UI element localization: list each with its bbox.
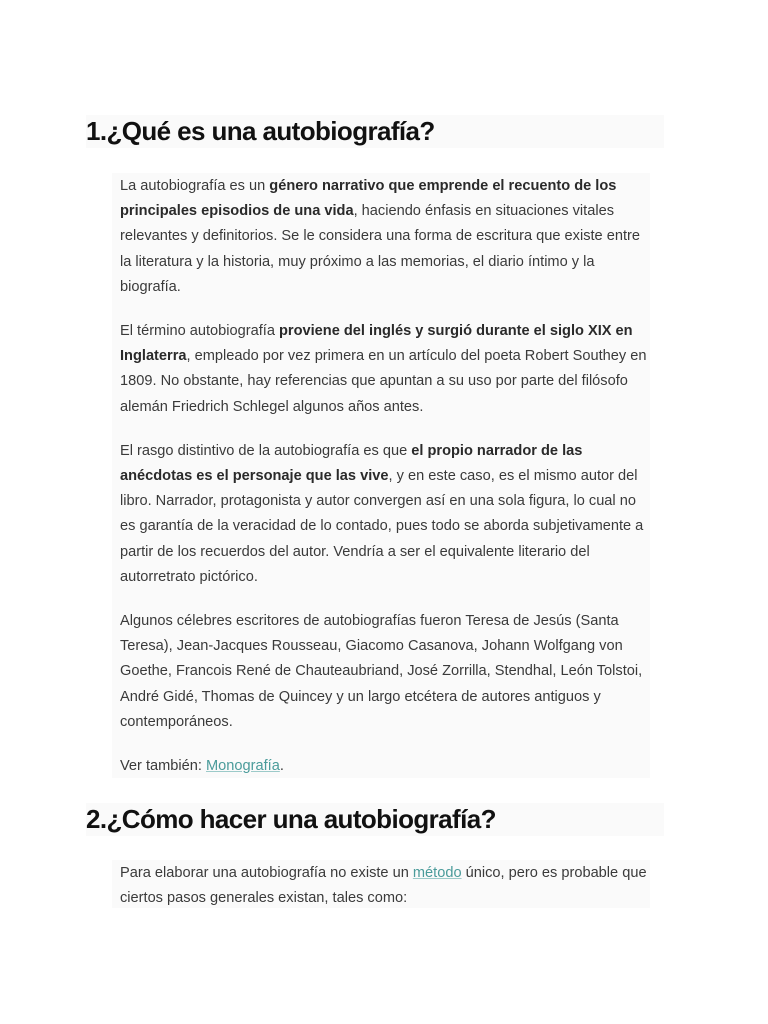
section-2-content	[112, 860, 650, 908]
section-2-heading-band	[86, 803, 664, 836]
paragraph-trait-text-2: , y en este caso, es el mismo autor del libro. Narrador, protagonista y autor convergen así en una sola figura, lo cual no es garantía de la veracidad de lo contado, pues todo se aborda subjetivamente a partir de los recuerdos del autor. Vendría a ser el equivalente literario del autorretrato pictórico.	[120, 468, 644, 585]
paragraph-origin	[120, 319, 650, 420]
section-2-title: 2.¿Cómo hacer una autobiografía?	[86, 804, 496, 834]
paragraph-how-to-text-2: único, pero es probable que ciertos pasos generales existan, tales como:	[120, 865, 647, 907]
paragraph-distinctive-trait	[120, 439, 650, 590]
see-also-suffix: .	[279, 758, 284, 775]
paragraph-origin-text-1: El término autobiografía	[120, 323, 279, 340]
see-also-line	[120, 754, 650, 779]
paragraph-how-to-text-1: Para elaborar una autobiografía no existe un	[120, 865, 413, 881]
paragraph-origin-bold: proviene del inglés y surgió durante el siglo XIX en Inglaterra	[120, 323, 633, 365]
section-1-content	[112, 173, 650, 778]
see-also-link-monografia[interactable]: Monografía	[206, 758, 280, 775]
paragraph-definition	[120, 173, 650, 300]
paragraph-how-to	[120, 860, 650, 911]
paragraph-famous-writers: Algunos célebres escritores de autobiografías fueron Teresa de Jesús (Santa Teresa), Jean-Jacques Rousseau, Giacomo Casanova, Johann Wolfgang von Goethe, Francois René de Chauteaubriand, José Zorrilla, Stendhal, León Tolstoi, André Gidé, Thomas de Quincey y un largo etcétera de autores antiguos y contemporáneos.	[120, 613, 643, 730]
paragraph-definition-text-1: La autobiografía es un	[120, 178, 270, 194]
paragraph-trait-bold: el propio narrador de las anécdotas es el personaje que las vive	[120, 442, 583, 485]
link-metodo[interactable]: método	[412, 865, 462, 881]
see-also-prefix: Ver también:	[120, 758, 206, 775]
section-1-title: 1.¿Qué es una autobiografía?	[86, 116, 435, 146]
paragraph-definition-bold: género narrativo que emprende el recuento de los principales episodios de una vida	[120, 178, 617, 220]
section-1-heading-band	[86, 115, 664, 148]
paragraph-origin-text-2: , empleado por vez primera en un artículo del poeta Robert Southey en 1809. No obstante, hay referencias que apuntan a su uso por parte del filósofo alemán Friedrich Schlegel algunos años antes.	[120, 348, 647, 415]
paragraph-definition-text-2: , haciendo énfasis en situaciones vitales relevantes y definitorios. Se le considera una forma de escritura que existe entre la literatura y la historia, muy próximo a las memorias, el diario íntimo y la biografía.	[120, 203, 640, 295]
paragraph-trait-text-1: El rasgo distintivo de la autobiografía es que	[120, 442, 412, 459]
